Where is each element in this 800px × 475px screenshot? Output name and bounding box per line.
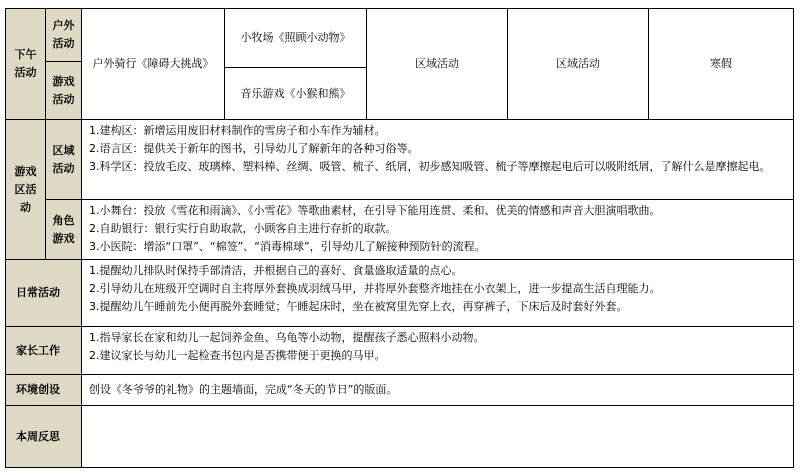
game-tue-text: 音乐游戏《小猴和熊》 [240, 86, 351, 100]
environment-content [81, 374, 794, 406]
game-label [45, 61, 82, 120]
outdoor-mon-text: 户外骑行《障碍大挑战》 [92, 57, 214, 70]
environment-header-text: 环境创设 [16, 383, 60, 396]
outdoor-fri-text: 寒假 [710, 57, 732, 70]
game-tue-cell [224, 67, 367, 120]
afternoon-header-text: 下午活动 [14, 48, 37, 79]
reflection-content[interactable] [81, 405, 794, 468]
daily-line-3: 3.提醒幼儿午睡前先小便再脱外套睡觉；午睡起床时，坐在被窝里先穿上衣，再穿裤子，下床后及时套好外套。 [89, 300, 628, 313]
outdoor-mon-cell [81, 8, 225, 120]
parents-line-2: 2.建议家长与幼儿一起检查书包内是否携带便于更换的马甲。 [89, 349, 386, 362]
outdoor-thu-cell [507, 8, 649, 120]
environment-text: 创设《冬爷爷的礼物》的主题墙面，完成“冬天的节日”的版面。 [89, 383, 398, 396]
game-label-text: 游戏活动 [52, 74, 75, 106]
parents-line-1: 1.指导家长在家和幼儿一起饲养金鱼、乌龟等小动物，提醒孩子悉心照料小动物。 [89, 331, 485, 344]
role-line-1: 1.小舞台：投放《雪花和雨滴》、《小雪花》等歌曲素材，在引导下能用连贯、柔和、优美的情感和声音大胆演唱歌曲。 [89, 204, 661, 217]
parents-content [81, 326, 794, 375]
outdoor-wed-text: 区域活动 [415, 57, 459, 70]
role-line-3: 3.小医院：增添“口罩”、“棉签”、“消毒棉球”，引导幼儿了解接种预防针的流程。 [89, 240, 486, 253]
daily-line-2: 2.引导幼儿在班级开空调时自主将厚外套换成羽绒马甲，并将厚外套整齐地挂在小衣架上，进一步提高生活自理能力。 [89, 282, 661, 295]
area-line-2: 2.语言区：提供关于新年的图书，引导幼儿了解新年的各种习俗等。 [89, 142, 419, 155]
outdoor-thu-text: 区域活动 [556, 57, 600, 70]
environment-header [5, 374, 82, 406]
daily-header-text: 日常活动 [16, 286, 60, 299]
role-line-2: 2.自助银行：银行实行自助取款，小顾客自主进行存折的取款。 [89, 222, 397, 235]
zone-header-text: 游戏区活动 [14, 164, 37, 214]
outdoor-label-text: 户外活动 [52, 19, 75, 50]
outdoor-fri-cell [648, 8, 794, 120]
role-label-text: 角色游戏 [52, 213, 75, 245]
area-label-text: 区域活动 [52, 143, 75, 175]
daily-line-1: 1.提醒幼儿排队时保持手部清洁，并根据自己的喜好、食量盛取适量的点心。 [89, 264, 463, 277]
outdoor-tue-cell [224, 8, 367, 68]
zone-header [5, 119, 46, 260]
afternoon-header [5, 8, 46, 120]
area-line-1: 1.建构区：新增运用废旧材料制作的雪房子和小车作为辅材。 [89, 124, 386, 137]
daily-content [81, 259, 794, 327]
outdoor-tue-text: 小牧场《照顾小动物》 [240, 31, 351, 44]
role-content [81, 199, 794, 260]
parents-header-text: 家长工作 [16, 343, 60, 357]
reflection-header-text: 本周反思 [16, 429, 60, 443]
role-label [45, 199, 82, 260]
area-line-3: 3.科学区：投放毛皮、玻璃棒、塑料棒、丝绸、吸管、梳子、纸屑，初步感知吸管、梳子等摩擦起电后可以吸附纸屑，了解什么是摩擦起电。 [89, 160, 771, 173]
parents-header [5, 326, 82, 375]
area-label [45, 119, 82, 200]
area-content [81, 119, 794, 200]
outdoor-label [45, 8, 82, 62]
outdoor-wed-cell [366, 8, 508, 120]
daily-header [5, 259, 82, 327]
reflection-header [5, 405, 82, 468]
